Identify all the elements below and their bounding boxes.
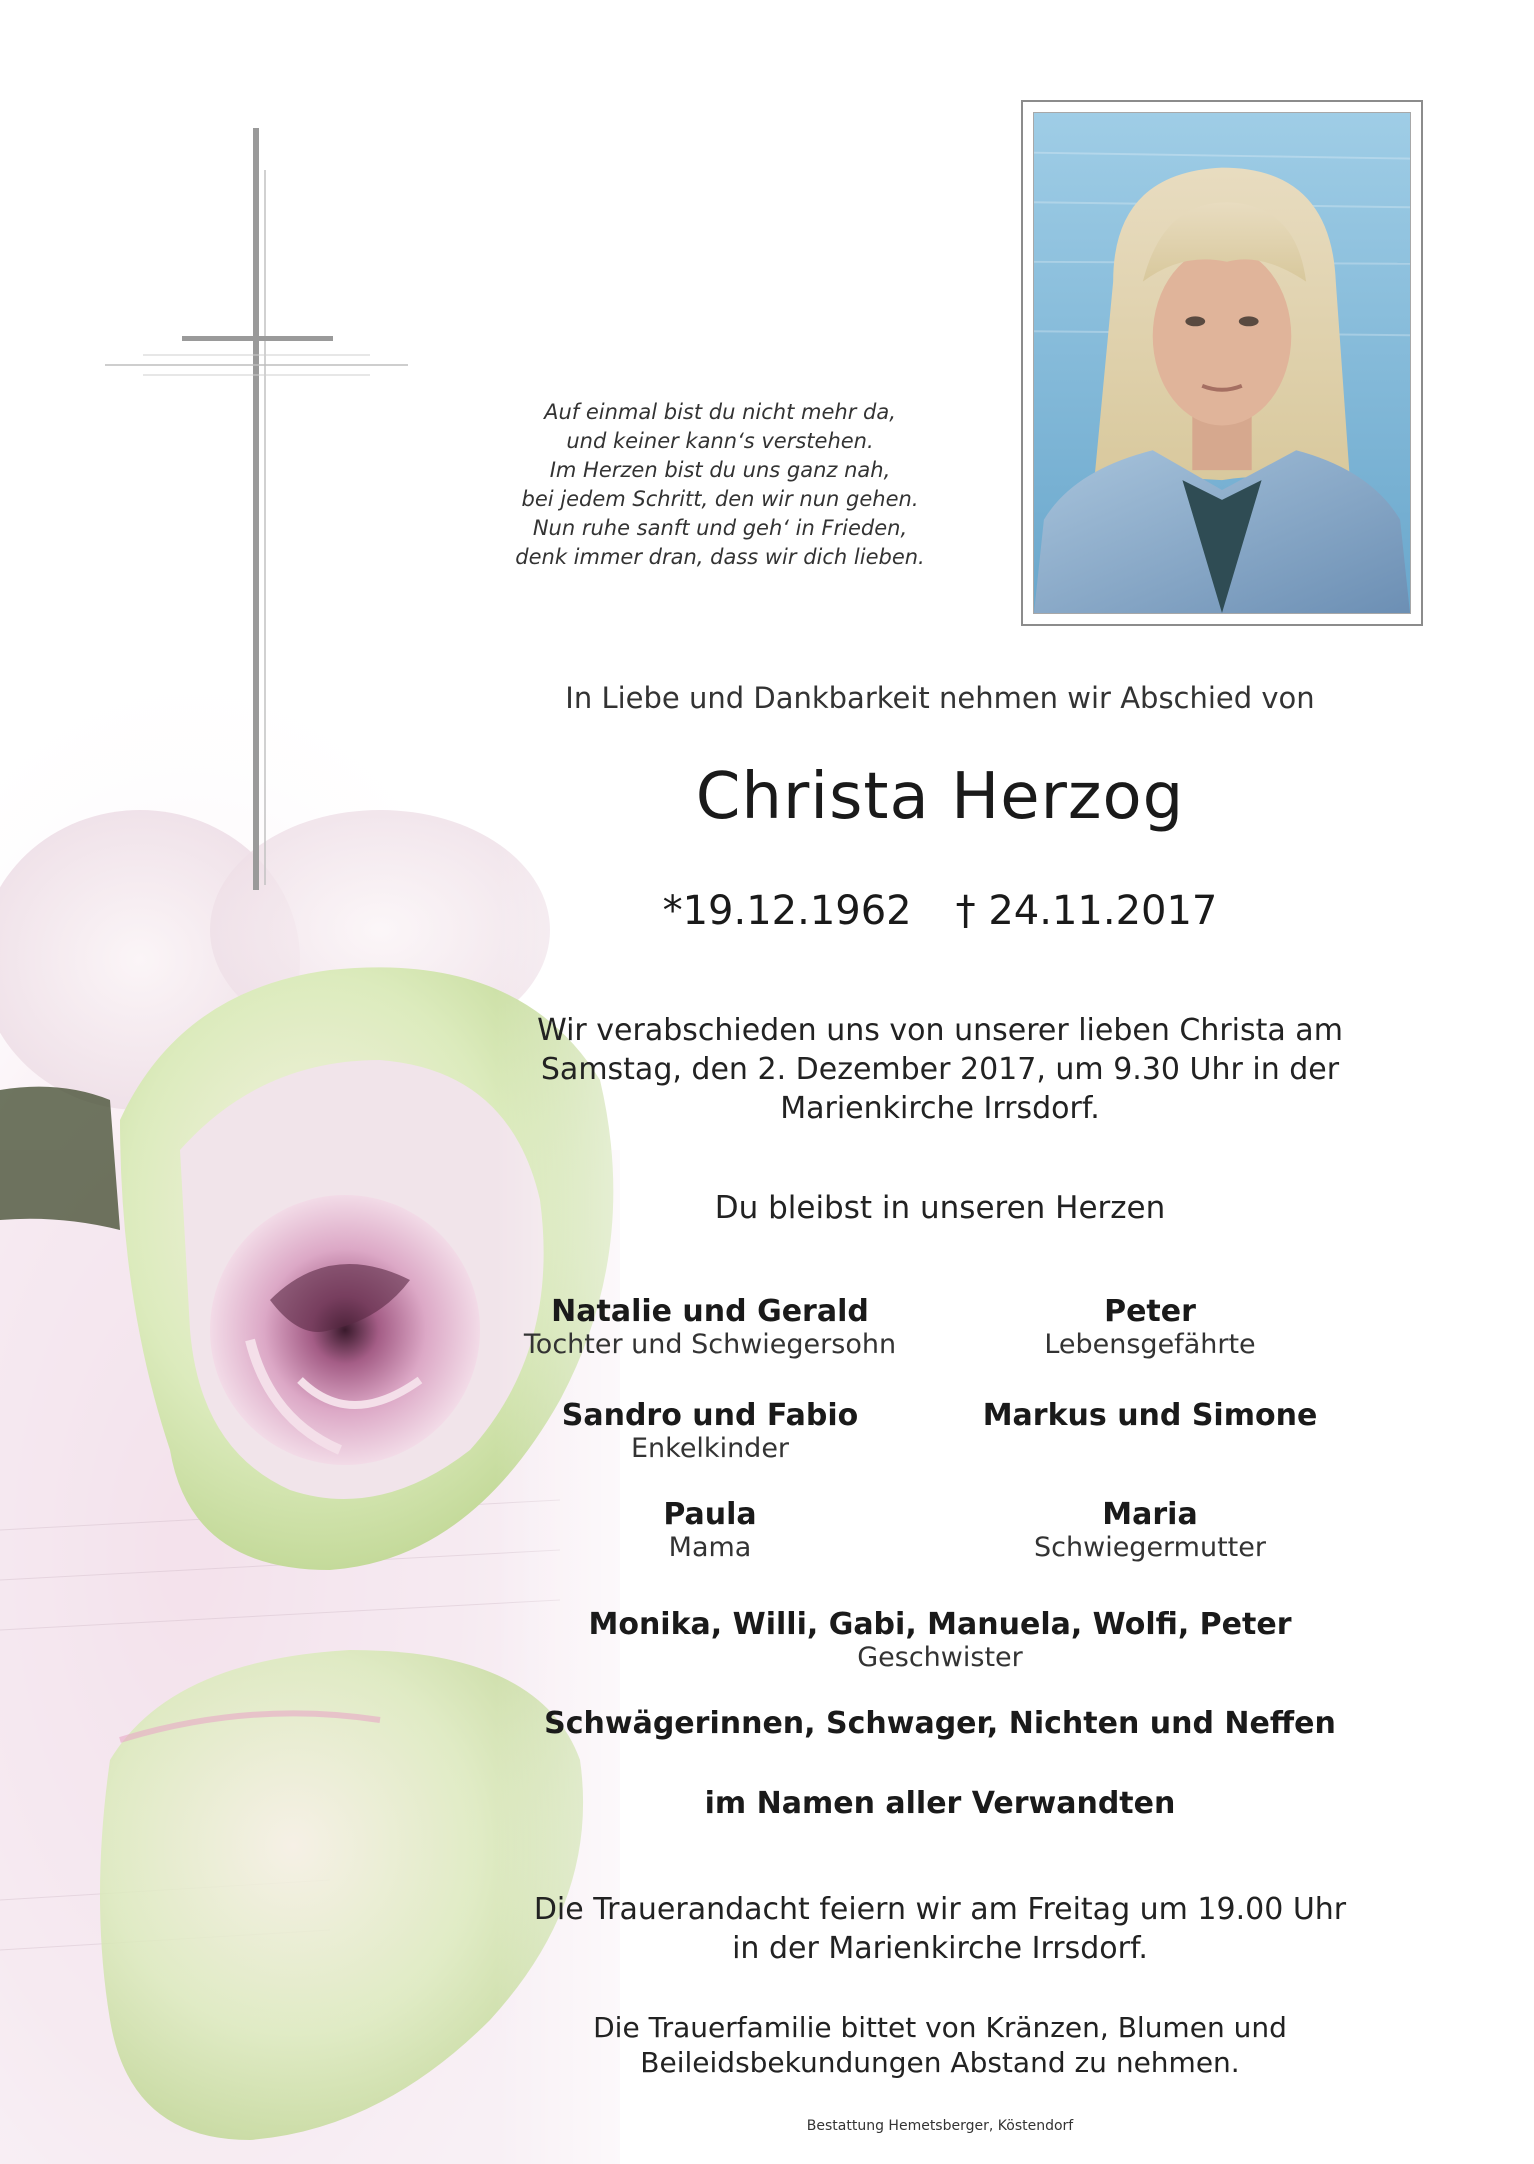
death-date: † 24.11.2017 — [955, 888, 1218, 934]
memorial-poem — [450, 398, 990, 572]
relative-name: Paula — [663, 1497, 757, 1532]
relative-entry — [480, 1498, 940, 1564]
deceased-name: Christa Herzog — [695, 760, 1185, 834]
condolence-request — [480, 2010, 1400, 2080]
portrait-photo-frame — [1021, 100, 1423, 626]
vigil-line: Die Trauerandacht feiern wir am Freitag um 19.00 Uhr — [533, 1892, 1347, 1927]
request-line: Die Trauerfamilie bittet von Kränzen, Blumen und — [593, 2011, 1287, 2044]
funeral-home-credit: Bestattung Hemetsberger, Köstendorf — [806, 2118, 1074, 2134]
farewell-intro: In Liebe und Dankbarkeit nehmen wir Abschied von — [565, 681, 1315, 715]
life-dates — [480, 888, 1400, 934]
relative-entry — [480, 1399, 940, 1465]
all-relatives-line: im Namen aller Verwandten — [704, 1786, 1176, 1821]
relative-entry — [920, 1295, 1380, 1361]
poem-line: denk immer dran, dass wir dich lieben. — [515, 545, 925, 569]
request-line: Beileidsbekundungen Abstand zu nehmen. — [640, 2046, 1240, 2079]
relative-name: Markus und Simone — [982, 1398, 1318, 1433]
relative-name: Maria — [1102, 1497, 1198, 1532]
relative-role: Lebensgefährte — [1044, 1329, 1256, 1360]
relative-role: Tochter und Schwiegersohn — [523, 1329, 897, 1360]
funeral-line: Marienkirche Irrsdorf. — [780, 1091, 1100, 1126]
funeral-line: Wir verabschieden uns von unserer lieben Christa am — [537, 1013, 1343, 1048]
vigil-announcement — [480, 1890, 1400, 1968]
birth-date: *19.12.1962 — [662, 888, 912, 934]
vigil-line: in der Marienkirche Irrsdorf. — [732, 1931, 1148, 1966]
siblings-entry — [480, 1608, 1400, 1674]
poem-line: Nun ruhe sanft und geh‘ in Frieden, — [532, 516, 908, 540]
relative-name: Peter — [1104, 1294, 1196, 1329]
heart-line: Du bleibst in unseren Herzen — [714, 1190, 1166, 1226]
relative-name: Natalie und Gerald — [551, 1294, 869, 1329]
cross-icon — [100, 125, 420, 895]
poem-line: Auf einmal bist du nicht mehr da, — [544, 400, 896, 424]
relative-name: Sandro und Fabio — [561, 1398, 859, 1433]
siblings-names: Monika, Willi, Gabi, Manuela, Wolfi, Peter — [588, 1607, 1292, 1642]
relative-entry — [480, 1295, 940, 1361]
relative-role: Enkelkinder — [630, 1433, 790, 1464]
poem-line: bei jedem Schritt, den wir nun gehen. — [521, 487, 919, 511]
in-laws-line: Schwägerinnen, Schwager, Nichten und Neffen — [544, 1706, 1336, 1741]
funeral-announcement — [480, 1011, 1400, 1128]
poem-line: und keiner kann‘s verstehen. — [566, 429, 874, 453]
relative-entry — [920, 1399, 1380, 1433]
poem-line: Im Herzen bist du uns ganz nah, — [549, 458, 891, 482]
relative-role: Schwiegermutter — [1034, 1532, 1266, 1563]
siblings-role: Geschwister — [857, 1642, 1023, 1673]
portrait-photo — [1033, 112, 1411, 614]
relative-entry — [920, 1498, 1380, 1564]
funeral-line: Samstag, den 2. Dezember 2017, um 9.30 Uhr in der — [540, 1052, 1340, 1087]
relative-role: Mama — [668, 1532, 752, 1563]
